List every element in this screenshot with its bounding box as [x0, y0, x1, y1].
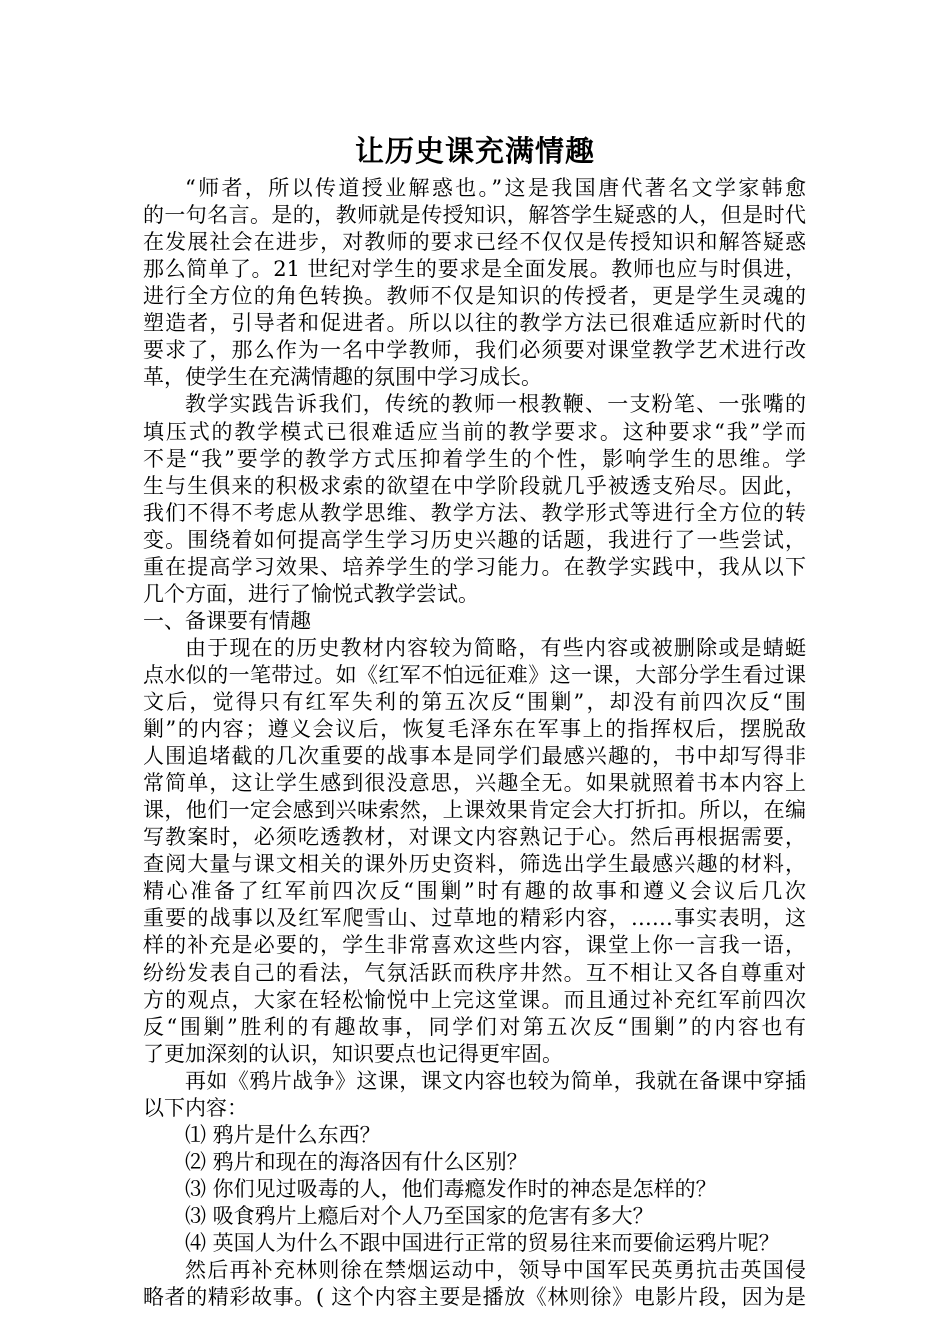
document-title: 让历史课充满情趣: [354, 134, 595, 168]
body-text-line: 我们不得不考虑从教学思维、教学方法、教学形式等进行全方位的转: [143, 500, 806, 525]
body-text-line: 然后再补充林则徐在禁烟运动中，领导中国军民英勇抗击英国侵: [185, 1258, 806, 1282]
body-text-line: 几个方面，进行了愉悦式教学尝试。: [143, 581, 479, 606]
body-text-line: 教学实践告诉我们，传统的教师一根教鞭、一支粉笔、一张嘴的: [185, 392, 806, 417]
body-text-line: ⑴ 鸦片是什么东西？: [185, 1122, 381, 1147]
body-text-line: 重在提高学习效果、培养学生的学习能力。在教学实践中，我从以下: [143, 554, 806, 579]
body-text-line: 纷纷发表自己的看法，气氛活跃而秩序井然。互不相让又各自尊重对: [143, 960, 806, 985]
body-text-line: 略者的精彩故事。( 这个内容主要是播放《林则徐》电影片段，因为是: [143, 1285, 806, 1309]
body-text-line: 塑造者，引导者和促进者。所以以往的教学方法已很难适应新时代的: [143, 311, 806, 336]
body-text-line: 样的补充是必要的，学生非常喜欢这些内容，课堂上你一言我一语，: [143, 933, 806, 958]
body-text-line: 那么简单了。21 世纪对学生的要求是全面发展。教师也应与时俱进，: [143, 257, 806, 282]
body-text-line: 查阅大量与课文相关的课外历史资料，筛选出学生最感兴趣的材料，: [143, 852, 806, 877]
body-text-line: 由于现在的历史教材内容较为简略，有些内容或被删除或是蜻蜓: [185, 635, 806, 660]
body-text-line: 了更加深刻的认识，知识要点也记得更牢固。: [143, 1041, 563, 1066]
body-text-line: 反“围剿”胜利的有趣故事，同学们对第五次反“围剿”的内容也有: [143, 1014, 806, 1039]
body-text-line: 文后，觉得只有红军失利的第五次反“围剿”，却没有前四次反“围: [143, 690, 806, 714]
body-text-line: 一、备课要有情趣: [143, 608, 311, 633]
body-text-line: 在发展社会在进步，对教师的要求已经不仅仅是传授知识和解答疑惑: [143, 230, 806, 255]
body-text-line: 再如《鸦片战争》这课，课文内容也较为简单，我就在备课中穿插: [185, 1068, 806, 1093]
body-text-line: 的一句名言。是的，教师就是传授知识，解答学生疑惑的人，但是时代: [143, 203, 806, 228]
body-text-line: 方的观点，大家在轻松愉悦中上完这堂课。而且通过补充红军前四次: [143, 987, 806, 1012]
body-text-line: ⑶ 吸食鸦片上瘾后对个人乃至国家的危害有多大？: [185, 1203, 654, 1228]
body-text-line: 变。围绕着如何提高学生学习历史兴趣的话题，我进行了一些尝试，: [143, 527, 806, 552]
body-text-line: ⑶ 你们见过吸毒的人，他们毒瘾发作时的神态是怎样的？: [185, 1176, 717, 1201]
body-text-line: 革，使学生在充满情趣的氛围中学习成长。: [143, 365, 542, 390]
body-text-line: 精心准备了红军前四次反“围剿”时有趣的故事和遵义会议后几次: [143, 879, 806, 904]
body-text-line: 生与生俱来的积极求索的欲望在中学阶段就几乎被透支殆尽。因此，: [143, 473, 806, 498]
body-text-line: 剿”的内容；遵义会议后，恢复毛泽东在军事上的指挥权后，摆脱敌: [143, 717, 806, 741]
body-text-line: “师者，所以传道授业解惑也。”这是我国唐代著名文学家韩愈: [185, 176, 806, 200]
body-text-line: 写教案时，必须吃透教材，对课文内容熟记于心。然后再根据需要，: [143, 825, 806, 850]
body-text-line: 课，他们一定会感到兴味索然，上课效果肯定会大打折扣。所以，在编: [143, 798, 806, 823]
body-text-line: 要求了，那么作为一名中学教师，我们必须要对课堂教学艺术进行改: [143, 338, 806, 363]
body-text-line: 以下内容：: [143, 1095, 248, 1120]
body-text-line: ⑵ 鸦片和现在的海洛因有什么区别？: [185, 1149, 528, 1174]
body-text-line: ⑷ 英国人为什么不跟中国进行正常的贸易往来而要偷运鸦片呢？: [185, 1231, 780, 1255]
body-text-line: 重要的战事以及红军爬雪山、过草地的精彩内容，……事实表明，这: [143, 906, 806, 931]
body-text-line: 进行全方位的角色转换。教师不仅是知识的传授者，更是学生灵魂的: [143, 284, 806, 309]
body-text-line: 常简单，这让学生感到很没意思，兴趣全无。如果就照着书本内容上: [143, 771, 806, 796]
body-text-line: 人围追堵截的几次重要的战事本是同学们最感兴趣的，书中却写得非: [143, 744, 806, 769]
body-text-line: 不是“我”要学的教学方式压抑着学生的个性，影响学生的思维。学: [143, 446, 806, 471]
body-text-line: 填压式的教学模式已很难适应当前的教学要求。这种要求“我”学而: [143, 419, 806, 444]
body-text-line: 点水似的一笔带过。如《红军不怕远征难》这一课，大部分学生看过课: [143, 662, 806, 687]
